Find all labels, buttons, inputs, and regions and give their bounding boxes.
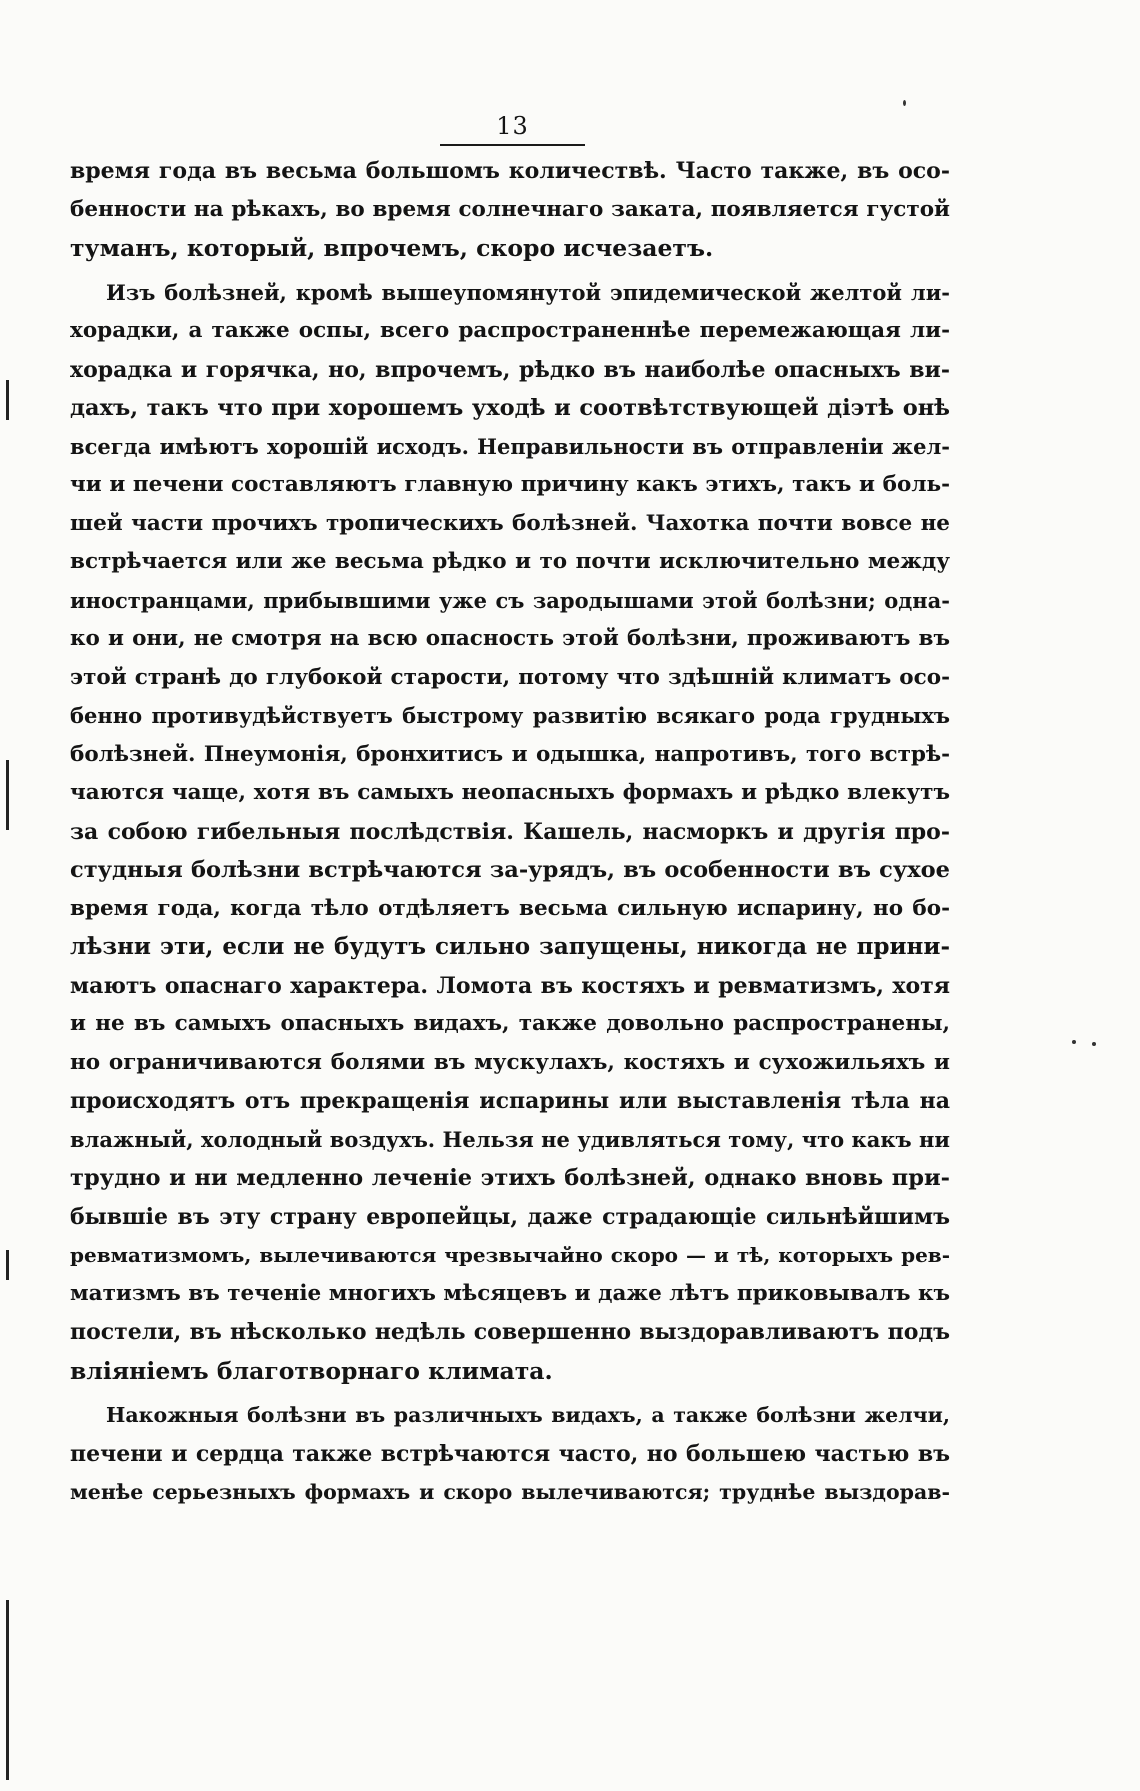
text-line: всегда имѣютъ хорошiй исходъ. Неправильности въ отправленiи жел- — [70, 433, 950, 459]
text-line: дахъ, такъ что при хорошемъ уходѣ и соотвѣтствующей дiэтѣ онѣ — [70, 395, 950, 421]
text-line: хорадки, а также оспы, всего распространеннѣе перемежающая ли- — [70, 318, 950, 343]
text-line: время года въ весьма большомъ количествѣ. Часто также, въ осо- — [70, 158, 950, 184]
text-line: этой странѣ до глубокой старости, потому что здѣшнiй климатъ осо- — [70, 664, 950, 690]
text-line: лѣзни эти, если не будутъ сильно запущены, никогда не прини- — [70, 933, 950, 960]
text-line: бенности на рѣкахъ, во время солнечнаго заката, появляется густой — [70, 196, 950, 222]
text-line: туманъ, который, впрочемъ, скоро исчезаетъ. — [70, 234, 714, 262]
text-line: Накожныя болѣзни въ различныхъ видахъ, а также болѣзни желчи, — [106, 1403, 950, 1427]
text-line: влажный, холодный воздухъ. Нельзя не удивляться тому, что какъ ни — [70, 1126, 950, 1152]
text-line: происходятъ отъ прекращенiя испарины или выставленiя тѣла на — [70, 1088, 950, 1114]
paragraph-3 — [70, 1396, 950, 1512]
scan-speck — [903, 100, 906, 106]
scan-speck — [1072, 1040, 1076, 1044]
scan-edge-mark — [6, 1250, 9, 1280]
text-line: чи и печени составляютъ главную причину какъ этихъ, такъ и боль- — [70, 472, 950, 497]
text-line: чаются чаще, хотя въ самыхъ неопасныхъ формахъ и рѣдко влекутъ — [70, 780, 950, 805]
scan-edge-mark — [6, 1600, 9, 1780]
scan-edge-mark — [6, 760, 9, 830]
body-text — [70, 152, 950, 1512]
text-line: за собою гибельныя послѣдствiя. Кашель, насморкъ и другiя про- — [70, 818, 950, 845]
text-line: трудно и ни медленно леченiе этихъ болѣзней, однако вновь при- — [70, 1165, 950, 1191]
text-line: влiянiемъ благотворнаго климата. — [70, 1356, 553, 1385]
paragraph-1 — [70, 152, 950, 268]
page-number: 13 — [496, 112, 529, 140]
text-line: студныя болѣзни встрѣчаются за-урядъ, въ особенности въ сухое — [70, 857, 950, 883]
text-line: болѣзней. Пнеумонiя, бронхитисъ и одышка, напротивъ, того встрѣ- — [70, 741, 950, 767]
text-line: Изъ болѣзней, кромѣ вышеупомянутой эпидемической желтой ли- — [106, 279, 950, 305]
text-line: шей части прочихъ тропическихъ болѣзней. Чахотка почти вовсе не — [70, 510, 950, 536]
text-line: маютъ опаснаго характера. Ломота въ костяхъ и ревматизмъ, хотя — [70, 972, 950, 999]
text-line: время года, когда тѣло отдѣляетъ весьма сильную испарину, но бо- — [70, 895, 950, 921]
text-line: иностранцами, прибывшими уже съ зародышами этой болѣзни; одна- — [70, 587, 950, 613]
text-line: менѣе серьезныхъ формахъ и скоро вылечиваются; труднѣе выздорав- — [70, 1480, 950, 1504]
text-line: ревматизмомъ, вылечиваются чрезвычайно скоро — и тѣ, которыхъ рев- — [70, 1243, 950, 1267]
page-number-rule — [440, 144, 585, 146]
text-line: ко и они, не смотря на всю опасность этой болѣзни, проживаютъ въ — [70, 626, 950, 651]
text-line: встрѣчается или же весьма рѣдко и то почти исключительно между — [70, 549, 950, 574]
text-line: хорадка и горячка, но, впрочемъ, рѣдко въ наиболѣе опасныхъ ви- — [70, 356, 950, 383]
text-line: но ограничиваются болями въ мускулахъ, костяхъ и сухожильяхъ и — [70, 1049, 950, 1075]
scan-edge-mark — [6, 380, 9, 420]
text-line: матизмъ въ теченiе многихъ мѣсяцевъ и даже лѣтъ приковывалъ къ — [70, 1280, 950, 1306]
text-line: и не въ самыхъ опасныхъ видахъ, также довольно распространены, — [70, 1011, 950, 1036]
scan-speck — [1092, 1042, 1096, 1046]
paragraph-2 — [70, 274, 950, 1391]
text-line: печени и сердца также встрѣчаются часто, но большею частью въ — [70, 1440, 950, 1467]
text-line: бывшiе въ эту страну европейцы, даже страдающiе сильнѣйшимъ — [70, 1203, 950, 1230]
text-line: бенно противудѣйствуетъ быстрому развитiю всякаго рода грудныхъ — [70, 703, 950, 728]
text-line: постели, въ нѣсколько недѣль совершенно выздоравливаютъ подъ — [70, 1319, 950, 1345]
